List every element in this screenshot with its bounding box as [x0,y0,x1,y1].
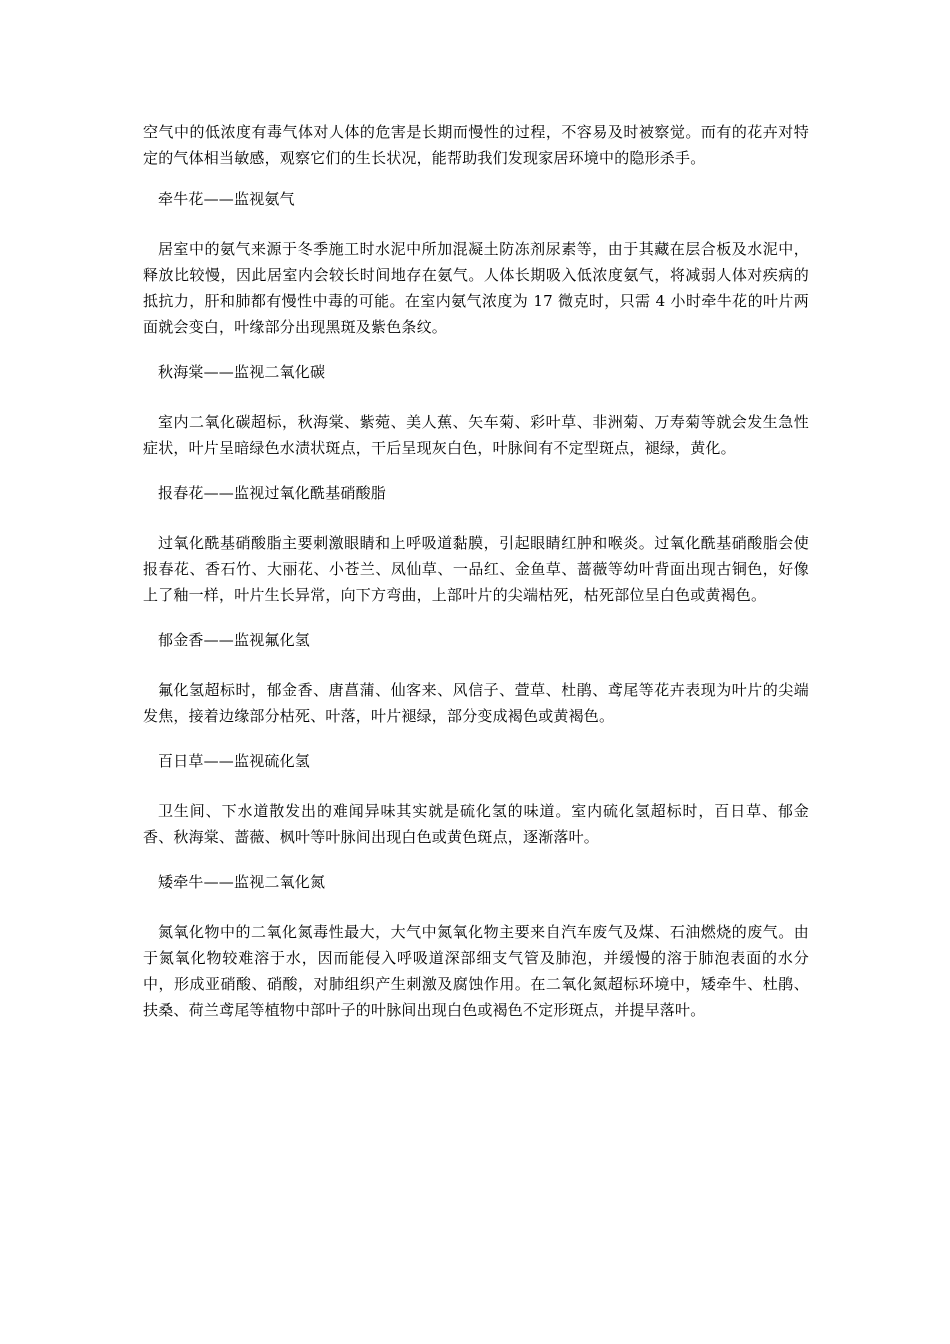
section-heading-zinnia: 百日草——监视硫化氢 [158,752,311,770]
section-body-morning-glory: 居室中的氨气来源于冬季施工时水泥中所加混凝土防冻剂尿素等，由于其藏在层合板及水泥中，释放比较慢，因此居室内会较长时间地存在氨气。人体长期吸入低浓度氨气，将减弱人体对疾病的抵抗力，肝和肺都有慢性中毒的可能。在室内氨气浓度为 17 微克时，只需 4 小时牵牛花的叶片两面就会变白，叶缘部分出现黑斑及紫色条纹。 [143,240,809,336]
section-heading-tulip: 郁金香——监视氟化氢 [158,631,311,649]
section-body-zinnia: 卫生间、下水道散发出的难闻异味其实就是硫化氢的味道。室内硫化氢超标时，百日草、郁金香、秋海棠、蔷薇、枫叶等叶脉间出现白色或黄色斑点，逐渐落叶。 [143,802,809,846]
section-body-primrose: 过氧化酰基硝酸脂主要刺激眼睛和上呼吸道黏膜，引起眼睛红肿和喉炎。过氧化酰基硝酸脂会使报春花、香石竹、大丽花、小苍兰、凤仙草、一品红、金鱼草、蔷薇等幼叶背面出现古铜色，好像上了釉一样，叶片生长异常，向下方弯曲，上部叶片的尖端枯死，枯死部位呈白色或黄褐色。 [143,534,809,604]
section-heading-petunia: 矮牵牛——监视二氧化氮 [158,873,326,891]
intro-paragraph: 空气中的低浓度有毒气体对人体的危害是长期而慢性的过程，不容易及时被察觉。而有的花卉对特定的气体相当敏感，观察它们的生长状况，能帮助我们发现家居环境中的隐形杀手。 [143,123,809,167]
section-heading-morning-glory: 牵牛花——监视氨气 [158,190,295,208]
section-heading-primrose: 报春花——监视过氧化酰基硝酸脂 [158,484,387,502]
document-body [143,119,809,1023]
section-heading-begonia: 秋海棠——监视二氧化碳 [158,363,326,381]
section-body-begonia: 室内二氧化碳超标，秋海棠、紫菀、美人蕉、矢车菊、彩叶草、非洲菊、万寿菊等就会发生急性症状，叶片呈暗绿色水渍状斑点，干后呈现灰白色，叶脉间有不定型斑点，褪绿，黄化。 [143,413,809,457]
section-body-tulip: 氟化氢超标时，郁金香、唐菖蒲、仙客来、风信子、萱草、杜鹃、鸢尾等花卉表现为叶片的尖端发焦，接着边缘部分枯死、叶落，叶片褪绿，部分变成褐色或黄褐色。 [143,681,809,725]
section-body-petunia: 氮氧化物中的二氧化氮毒性最大，大气中氮氧化物主要来自汽车废气及煤、石油燃烧的废气。由于氮氧化物较难溶于水，因而能侵入呼吸道深部细支气管及肺泡，并缓慢的溶于肺泡表面的水分中，形成亚硝酸、硝酸，对肺组织产生刺激及腐蚀作用。在二氧化氮超标环境中，矮牵牛、杜鹃、扶桑、荷兰鸢尾等植物中部叶子的叶脉间出现白色或褐色不定形斑点，并提早落叶。 [143,923,809,1019]
